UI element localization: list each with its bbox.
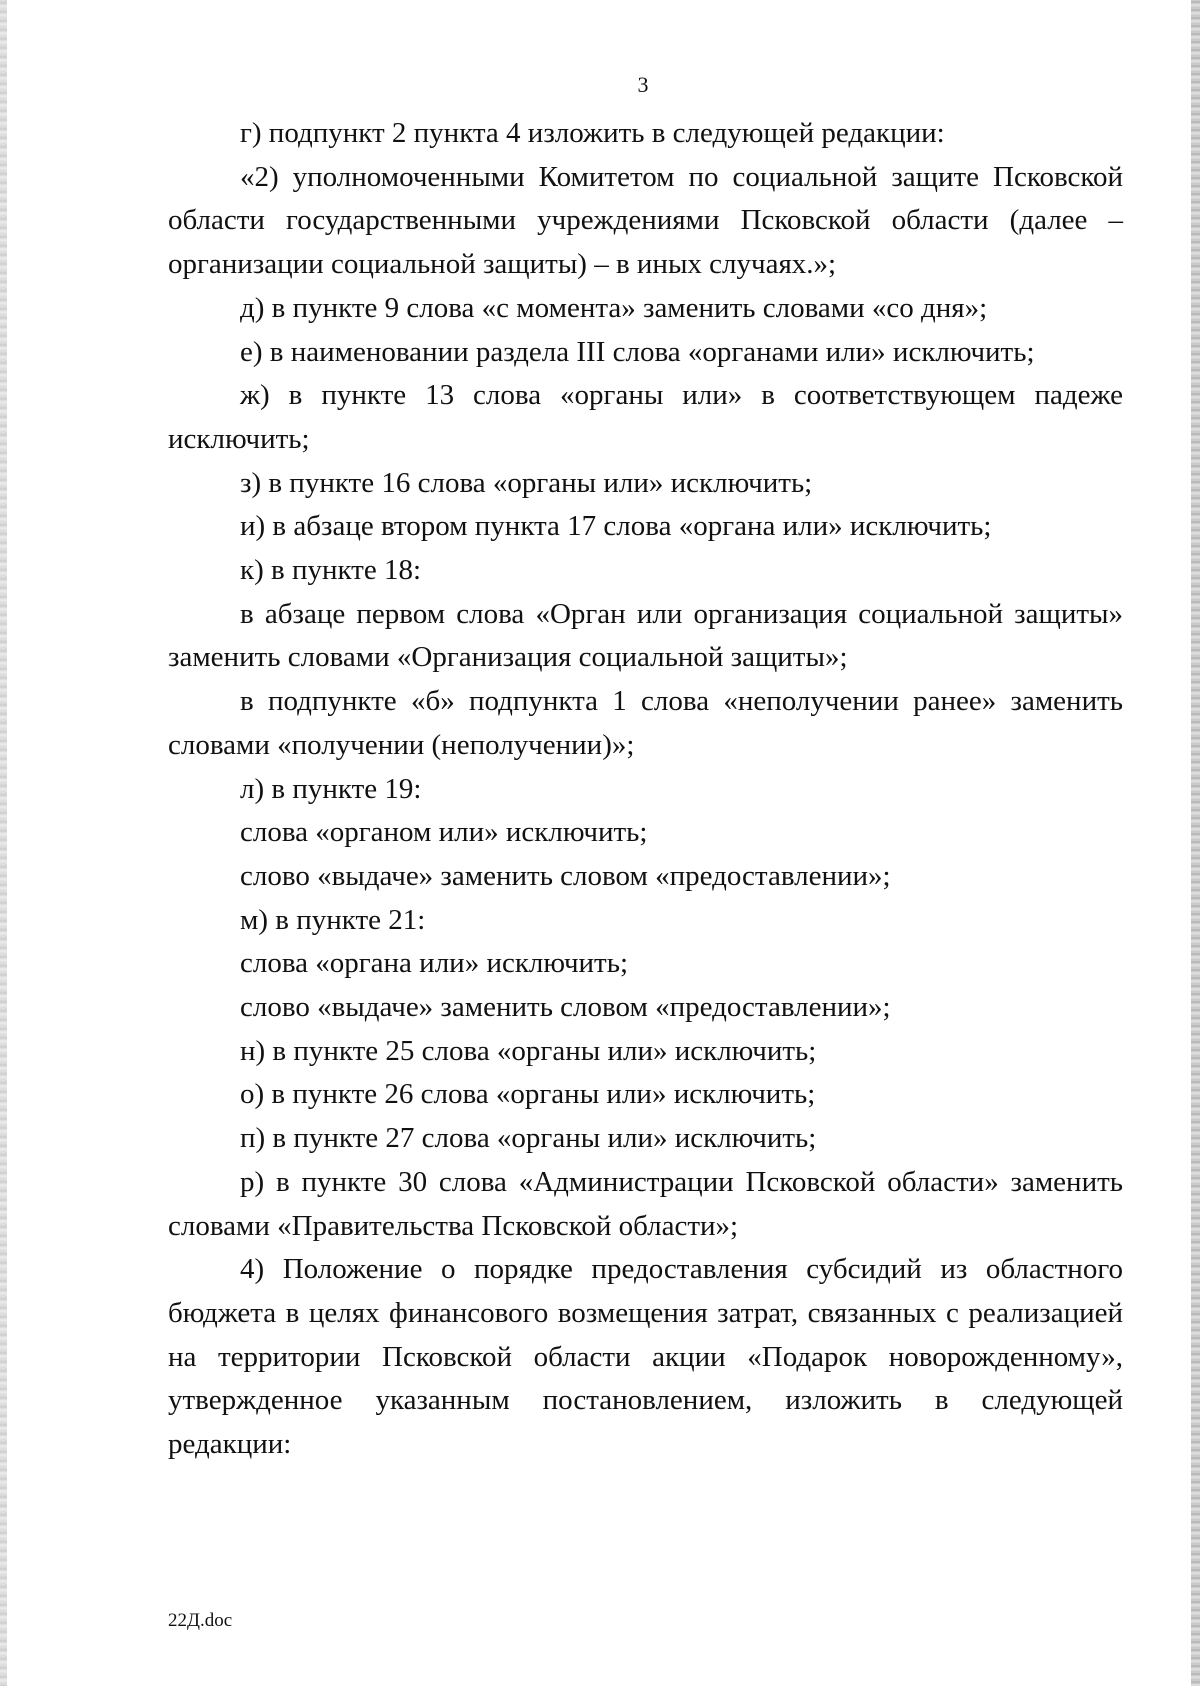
scan-edge-left bbox=[0, 0, 7, 1686]
paragraph-i: и) в абзаце втором пункта 17 слова «органа или» исключить; bbox=[240, 510, 992, 543]
scan-edge-right bbox=[1191, 0, 1200, 1686]
paragraph-r: р) в пункте 30 слова «Администрации Псковской области» заменить словами «Правительства Псковской области»; bbox=[168, 1165, 1123, 1242]
paragraph-l-2: слово «выдаче» заменить словом «предоставлении»; bbox=[240, 859, 891, 892]
paragraph-quote-2: «2) уполномоченными Комитетом по социальной защите Псковской области государственными учреждениями Псковской области (далее – организации социальной защиты) – в иных случаях.»; bbox=[168, 160, 1123, 281]
paragraph-m-1: слова «органа или» исключить; bbox=[240, 947, 629, 980]
paragraph-m-2: слово «выдаче» заменить словом «предоставлении»; bbox=[240, 991, 891, 1024]
paragraph-o: о) в пункте 26 слова «органы или» исключить; bbox=[240, 1078, 816, 1111]
paragraph-4: 4) Положение о порядке предоставления субсидий из областного бюджета в целях финансового возмещения затрат, связанных с реализацией на территории Псковской области акции «Подарок новорожденному», утвержденное указанным постановлением, изложить в следующей редакции: bbox=[168, 1253, 1123, 1461]
paragraph-k-first: в абзаце первом слова «Орган или организация социальной защиты» заменить словами «Организация социальной защиты»; bbox=[168, 597, 1123, 674]
document-body bbox=[168, 112, 1123, 1467]
document-filename: 22Д.doc bbox=[168, 1610, 233, 1631]
paragraph-n: н) в пункте 25 слова «органы или» исключить; bbox=[240, 1034, 817, 1067]
paragraph-l: л) в пункте 19: bbox=[240, 772, 422, 805]
paragraph-l-1: слова «органом или» исключить; bbox=[240, 816, 648, 849]
paragraph-zh: ж) в пункте 13 слова «органы или» в соответствующем падеже исключить; bbox=[168, 379, 1123, 455]
page-number: 3 bbox=[637, 72, 649, 97]
paragraph-k-b: в подпункте «б» подпункта 1 слова «неполучении ранее» заменить словами «получении (неполучении)»; bbox=[168, 685, 1123, 761]
paragraph-p: п) в пункте 27 слова «органы или» исключить; bbox=[240, 1122, 817, 1155]
paragraph-d: д) в пункте 9 слова «с момента» заменить словами «со дня»; bbox=[240, 291, 988, 324]
paragraph-m: м) в пункте 21: bbox=[240, 903, 426, 936]
paragraph-e: е) в наименовании раздела III слова «органами или» исключить; bbox=[240, 335, 1035, 368]
paragraph-z: з) в пункте 16 слова «органы или» исключить; bbox=[240, 466, 813, 499]
paragraph-g: г) подпункт 2 пункта 4 изложить в следующей редакции: bbox=[240, 117, 945, 149]
paragraph-k: к) в пункте 18: bbox=[240, 554, 422, 587]
